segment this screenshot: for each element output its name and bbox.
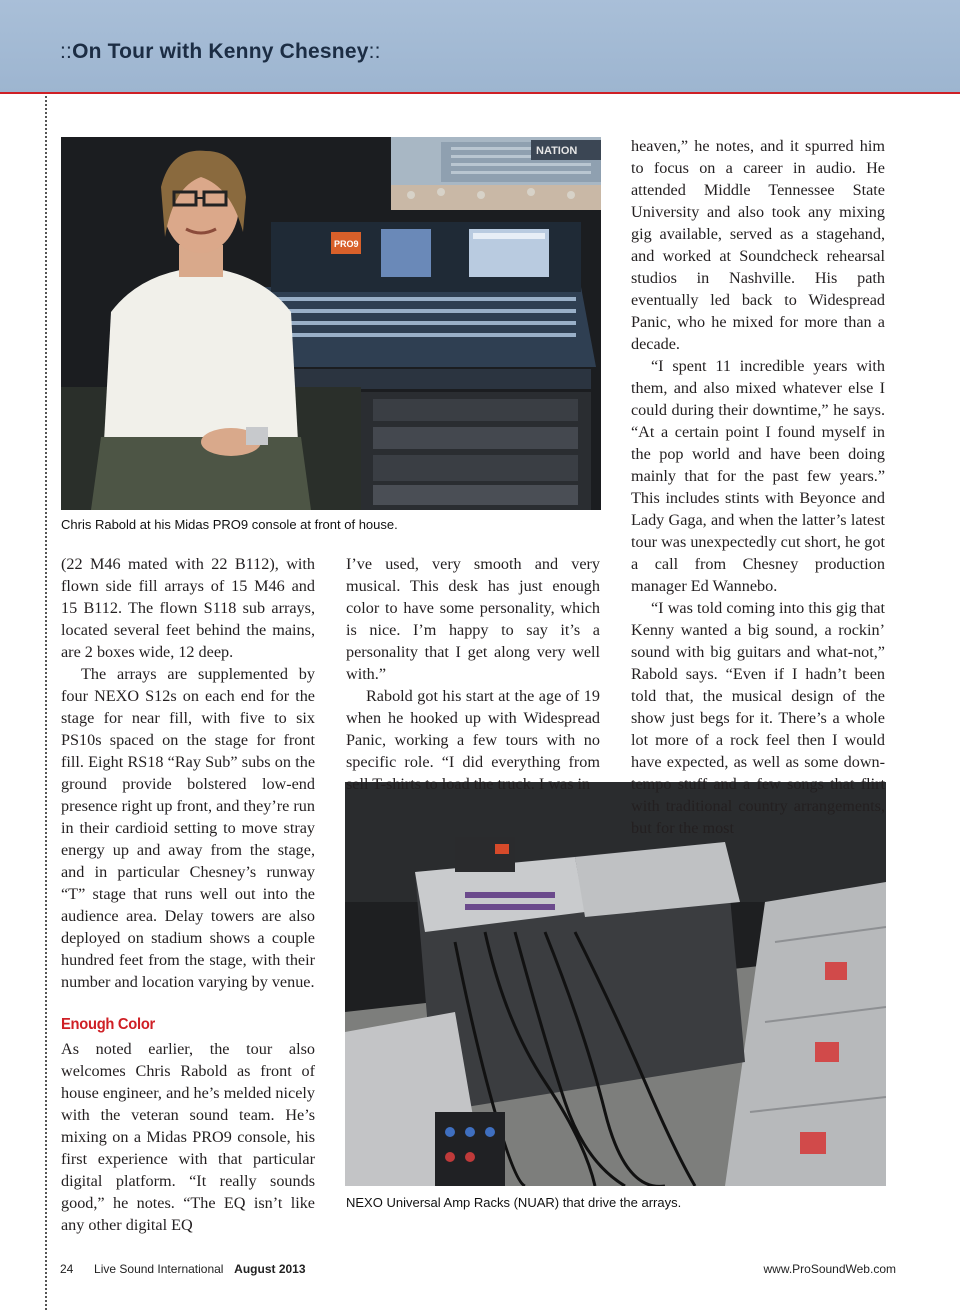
- page-header-band: [0, 0, 960, 92]
- title-suffix: ::: [368, 40, 381, 63]
- title-prefix: ::: [60, 40, 73, 63]
- title-text: On Tour with Kenny Chesney: [72, 40, 369, 63]
- col3-paragraph-2: “I spent 11 incredible years with them, and also mixed whatever else I could during their downtime,” he says. “At a certain point I found myself in the pop world and have been doing mainly that for the past few years.” This includes stints with Beyonce and Lady Gaga, and when the latter’s latest tour was unexpectedly cut short, he got a call from Chesney production manager Ed Wannebo.: [631, 357, 885, 595]
- col2-paragraph-1: I’ve used, very smooth and very musical. This desk has just enough color to have some personality, which is nice. I’m happy to say it’s a personality that I get along very well with.”: [346, 555, 600, 683]
- article-column-3: [631, 135, 885, 839]
- amp-racks-photo-illustration: [345, 782, 886, 1186]
- console-photo-caption: Chris Rabold at his Midas PRO9 console at front of house.: [61, 517, 398, 532]
- console-photo: [61, 137, 601, 510]
- col1-paragraph-1: (22 M46 mated with 22 B112), with flown side fill arrays of 15 M46 and 15 B112. The flown S118 sub arrays, located several feet behind the mains, are 2 boxes wide, 12 deep.: [61, 555, 315, 661]
- amp-racks-photo: [345, 782, 886, 1186]
- col3-paragraph-1: heaven,” he notes, and it spurred him to focus on a career in audio. He attended Middle Tennessee State University and also took any mixing gig available, served as a stagehand, and worked at Soundcheck rehearsal studios in Nashville. His path eventually led back to Widespread Panic, who he mixed for more than a decade.: [631, 137, 885, 353]
- article-column-1: [61, 553, 315, 993]
- footer-left: [60, 1262, 306, 1276]
- section-title: [60, 40, 381, 64]
- section-subhead: Enough Color: [61, 1016, 155, 1033]
- article-column-2: [346, 553, 600, 795]
- col1-paragraph-2: The arrays are supplemented by four NEXO S12s on each end for the stage for near fill, with five to six PS10s spaced on the stage for front fill. Eight RS18 “Ray Sub” subs on the ground provide bolstered low-end presence right up front, and they’re run in their cardioid setting to move stray energy up and away from the stage, and in particular Chesney’s runway “T” stage that runs well out into the audience area. Delay towers are also deployed on stadium shows a couple hundred feet from the stage, with their number and location varying by venue.: [61, 665, 315, 991]
- col2-paragraph-2: Rabold got his start at the age of 19 when he hooked up with Widespread Panic, working a few tours with no specific role. “I did everything from sell T-shirts to load the truck. I was in: [346, 687, 600, 793]
- col3-paragraph-3: “I was told coming into this gig that Kenny wanted a big sound, a rockin’ sound with big guitars and what-not,” Rabold says. “Even if I hadn’t been told that, the musical design of the show just begs for it. There’s a whole lot more of a rock feel then I would have expected, as well as some down-tempo stuff and a few songs that flirt with traditional country arrangements, but for the most: [631, 599, 885, 837]
- header-red-rule: [0, 92, 960, 94]
- article-column-1-lower: [61, 1014, 315, 1236]
- issue-date: August 2013: [234, 1262, 306, 1276]
- col1-paragraph-3: As noted earlier, the tour also welcomes Chris Rabold as front of house engineer, and he’s melded nicely with the veteran sound team. He’s mixing on a Midas PRO9 console, his first experience with that particular digital platform. “It really sounds good,” he notes. “The EQ isn’t like any other digital EQ: [61, 1040, 315, 1234]
- console-badge-text: PRO9: [334, 239, 359, 249]
- dotted-margin-rule: [45, 96, 47, 1310]
- stadium-banner-text: NATION: [536, 145, 578, 157]
- footer-website[interactable]: www.ProSoundWeb.com: [763, 1262, 896, 1276]
- amp-racks-photo-caption: NEXO Universal Amp Racks (NUAR) that drive the arrays.: [346, 1195, 682, 1210]
- page-number: 24: [60, 1262, 74, 1276]
- console-photo-illustration: [61, 137, 601, 510]
- publication-name: Live Sound International: [94, 1262, 224, 1276]
